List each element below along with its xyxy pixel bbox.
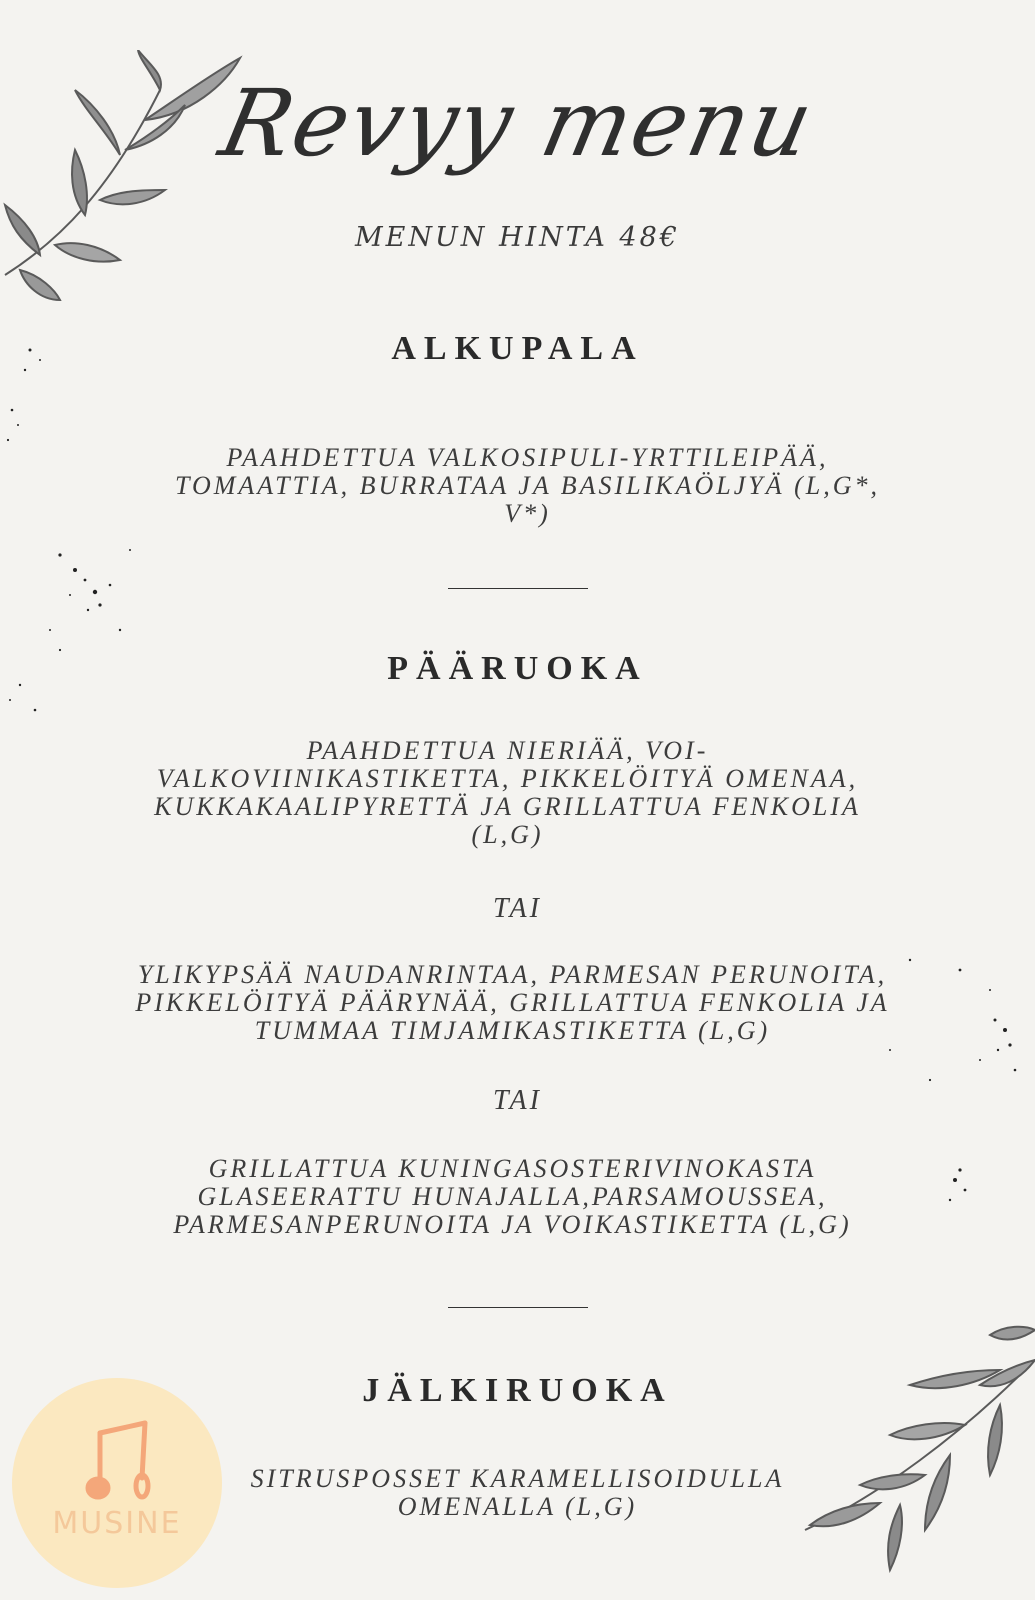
dessert-heading: JÄLKIRUOKA — [362, 1372, 673, 1409]
musine-logo — [12, 1378, 222, 1588]
music-note-utensils-icon — [80, 1408, 160, 1508]
menu-price: MENUN HINTA 48€ — [355, 222, 680, 253]
starter-heading: ALKUPALA — [391, 330, 644, 367]
or-label-1: TAI — [493, 893, 542, 924]
main-heading: PÄÄRUOKA — [387, 650, 648, 687]
leaf-branch-bottom-right-icon — [800, 1325, 1035, 1575]
or-label-2: TAI — [493, 1085, 542, 1116]
logo-text: MUSINE — [52, 1506, 182, 1541]
main-item-2: YLIKYPSÄÄ NAUDANRINTAA, PARMESAN PERUNOITA, PIKKELÖITYÄ PÄÄRYNÄÄ, GRILLATTUA FENKOLIA JA TUMMAA TIMJAMIKASTIKETTA (L,G) — [135, 960, 890, 1045]
dessert-item: SITRUSPOSSET KARAMELLISOIDULLA OMENALLA (L,G) — [250, 1464, 785, 1521]
main-item-3: GRILLATTUA KUNINGASOSTERIVINOKASTA GLASEERATTU HUNAJALLA,PARSAMOUSSEA, PARMESANPERUNOITA JA VOIKASTIKETTA (L,G) — [173, 1154, 852, 1239]
divider-1 — [448, 588, 588, 589]
divider-2 — [448, 1307, 588, 1308]
main-item-1: PAAHDETTUA NIERIÄÄ, VOI-VALKOVIINIKASTIKETTA, PIKKELÖITYÄ OMENAA, KUKKAKAALIPYRETTÄ JA GRILLATTUA FENKOLIA (L,G) — [154, 736, 861, 849]
menu-title: Revyy menu — [211, 70, 824, 177]
starter-item: PAAHDETTUA VALKOSIPULI-YRTTILEIPÄÄ, TOMAATTIA, BURRATAA JA BASILIKAÖLJYÄ (L,G*, V*) — [174, 443, 881, 528]
